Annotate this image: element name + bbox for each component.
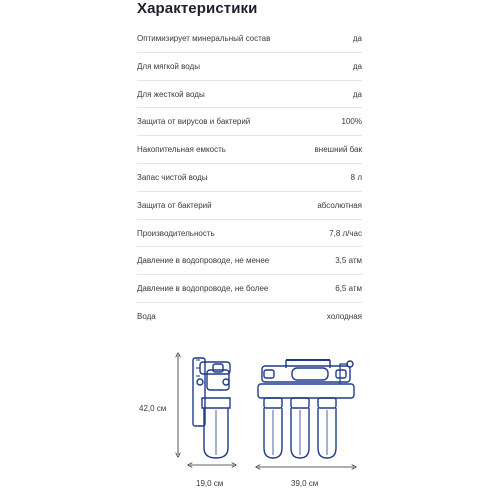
- spec-value: да: [352, 34, 362, 43]
- spec-label: Накопительная емкость: [137, 145, 226, 155]
- spec-label: Защита от вирусов и бактерий: [137, 117, 251, 127]
- spec-label: Оптимизирует минеральный состав: [137, 34, 271, 43]
- spec-label: Для жесткой воды: [137, 89, 205, 99]
- width-dimension: [258, 467, 354, 488]
- height-label: 42,0 см: [139, 404, 167, 413]
- spec-value: внешний бак: [314, 145, 362, 155]
- section-title: Характеристики: [137, 0, 258, 17]
- spec-value: 7,8 л/час: [329, 228, 362, 238]
- side-view-drawing: [193, 358, 230, 458]
- spec-value: 6,5 атм: [335, 284, 362, 294]
- spec-label: Давление в водопроводе, не более: [137, 284, 269, 294]
- spec-value: да: [352, 89, 362, 99]
- depth-dimension: [190, 465, 234, 488]
- depth-label: 19,0 см: [196, 479, 224, 488]
- spec-value: абсолютная: [317, 200, 362, 210]
- spec-value: 3,5 атм: [335, 256, 362, 266]
- spec-label: Запас чистой воды: [137, 172, 208, 182]
- spec-label: Для мягкой воды: [137, 61, 200, 71]
- spec-label: Давление в водопроводе, не менее: [137, 256, 270, 266]
- spec-value: 8 л: [350, 172, 362, 182]
- front-view-drawing: [258, 360, 354, 458]
- spec-value: 100%: [341, 117, 362, 127]
- width-label: 39,0 см: [291, 479, 319, 488]
- spec-label: Производительность: [137, 228, 215, 238]
- spec-label: Защита от бактерий: [137, 200, 212, 210]
- height-dimension: [139, 355, 178, 455]
- spec-label: Вода: [137, 311, 156, 321]
- spec-value: холодная: [326, 311, 362, 321]
- spec-value: да: [352, 61, 362, 71]
